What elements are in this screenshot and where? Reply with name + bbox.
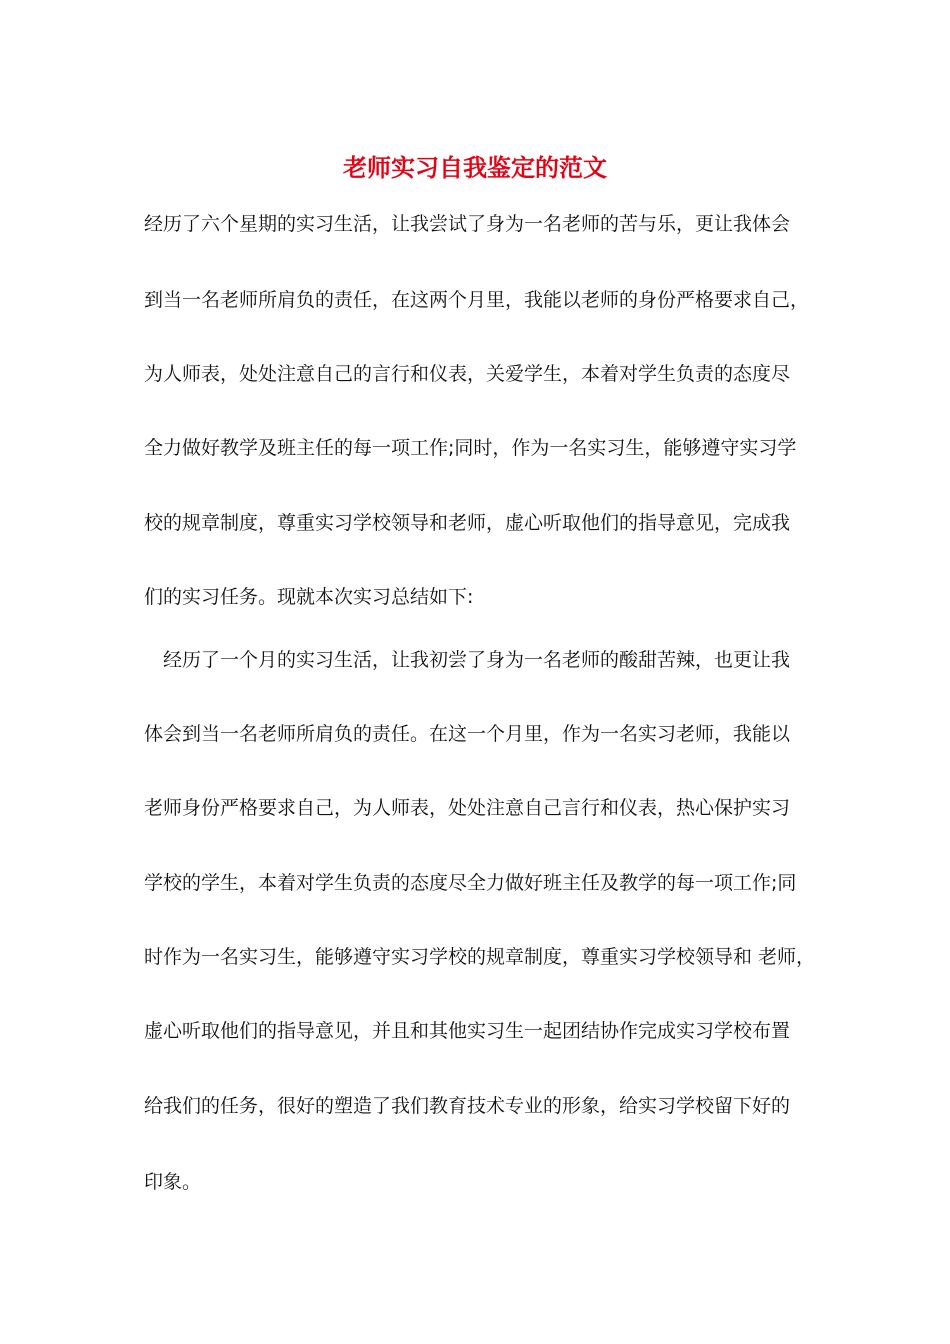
paragraph-2-line-1: 经历了一个月的实习生活，让我初尝了身为一名老师的酸甜苦辣，也更让我 (163, 649, 791, 671)
paragraph-2-line-4: 学校的学生，本着对学生负责的态度尽全力做好班主任及教学的每一项工作;同 (144, 872, 797, 894)
paragraph-2-line-6: 虚心听取他们的指导意见，并且和其他实习生一起团结协作完成实习学校布置 (144, 1020, 791, 1042)
paragraph-1-line-4: 全力做好教学及班主任的每一项工作;同时，作为一名实习生，能够遵守实习学 (144, 437, 797, 459)
paragraph-1-line-6: 们的实习任务。现就本次实习总结如下: (144, 586, 474, 608)
paragraph-2-line-7: 给我们的任务，很好的塑造了我们教育技术专业的形象，给实习学校留下好的 (144, 1095, 791, 1117)
paragraph-1-line-3: 为人师表，处处注意自己的言行和仪表，关爱学生，本着对学生负责的态度尽 (144, 363, 791, 385)
paragraph-1-line-1: 经历了六个星期的实习生活，让我尝试了身为一名老师的苦与乐，更让我体会 (144, 213, 791, 235)
paragraph-2-line-3: 老师身份严格要求自己，为人师表，处处注意自己言行和仪表，热心保护实习 (144, 797, 791, 819)
paragraph-1-line-5: 校的规章制度，尊重实习学校领导和老师，虚心听取他们的指导意见，完成我 (144, 512, 791, 534)
paragraph-2-line-8: 印象。 (144, 1171, 202, 1193)
paragraph-2-line-5: 时作为一名实习生，能够遵守实习学校的规章制度，尊重实习学校领导和 老师， (144, 946, 816, 968)
paragraph-1-line-2: 到当一名老师所肩负的责任，在这两个月里，我能以老师的身份严格要求自己， (144, 289, 810, 311)
document-title: 老师实习自我鉴定的范文 (343, 153, 607, 182)
paragraph-2-line-2: 体会到当一名老师所肩负的责任。在这一个月里，作为一名实习老师，我能以 (144, 723, 791, 745)
